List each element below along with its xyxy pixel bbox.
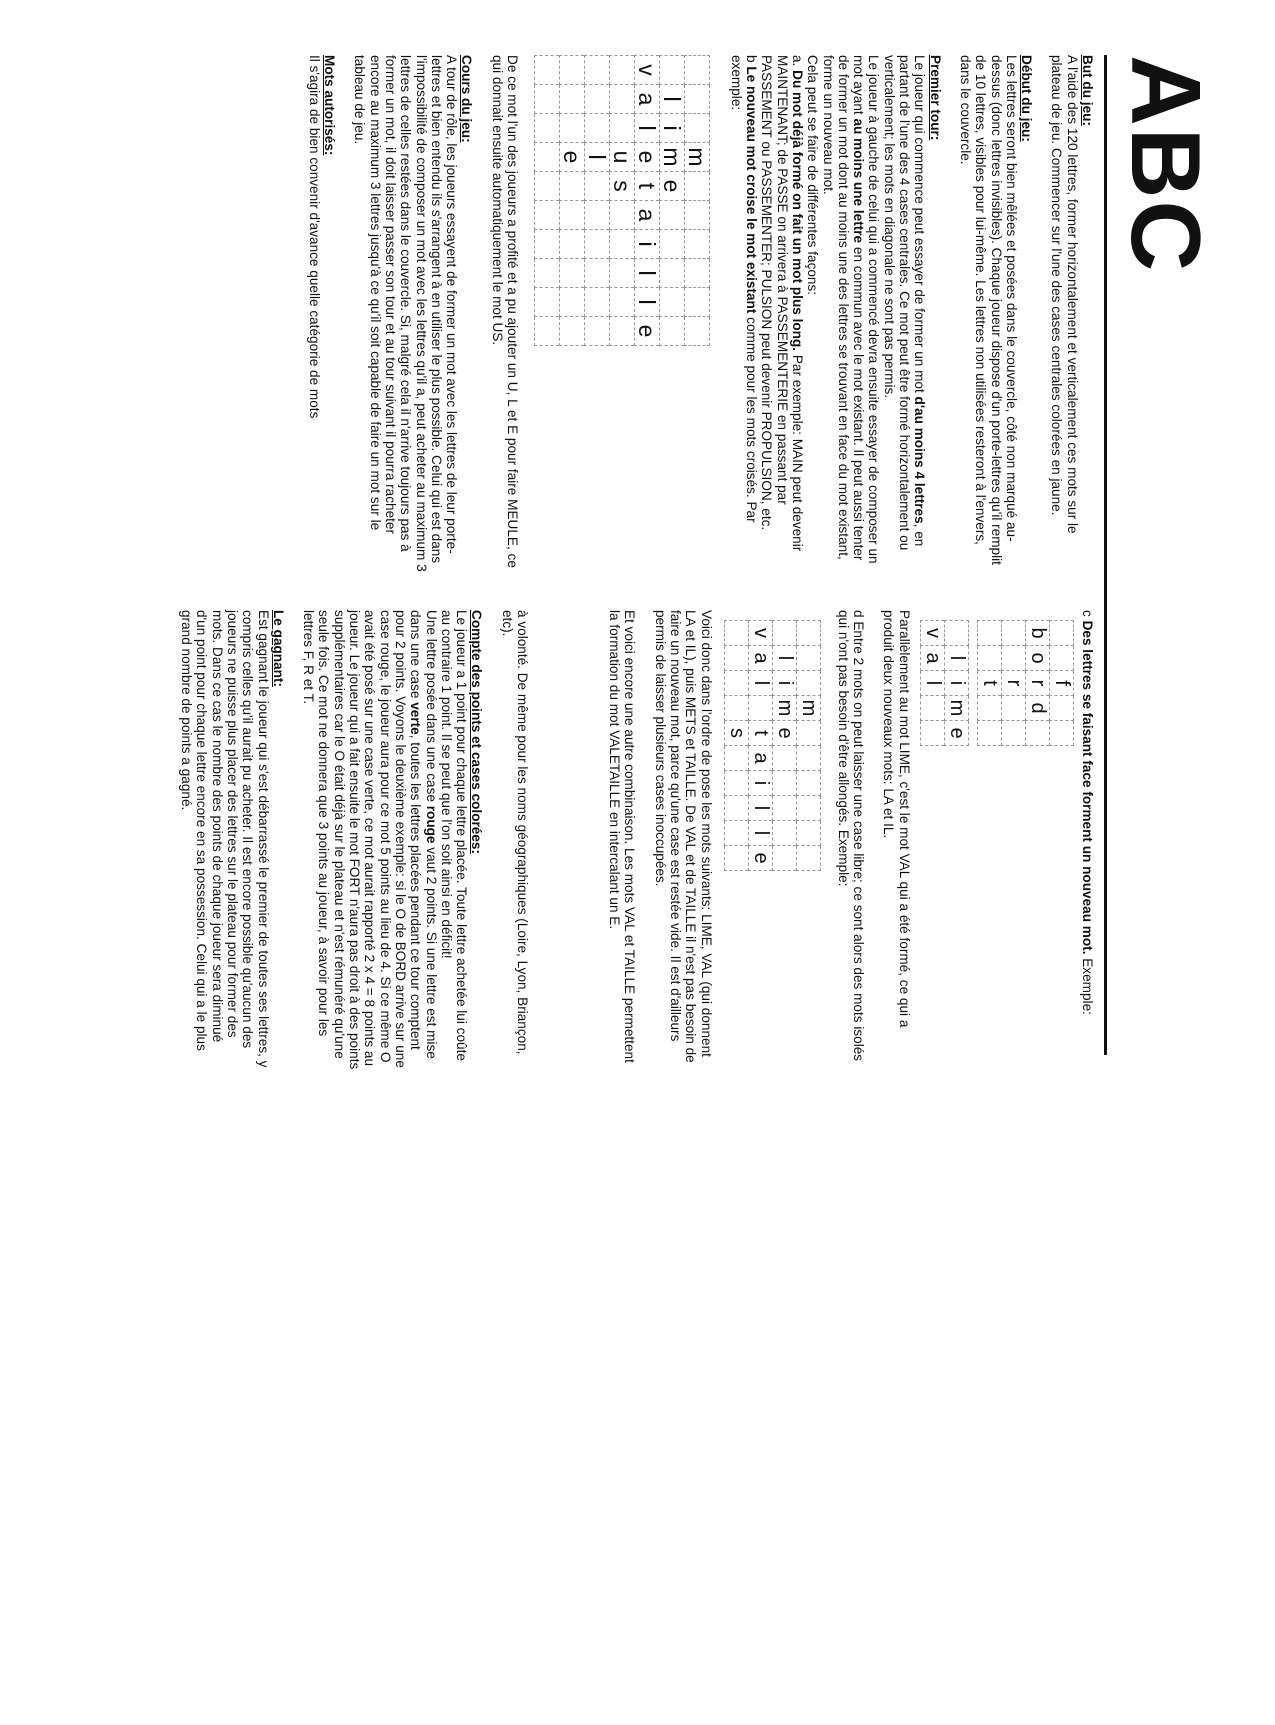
val-text: Parallèlement au mot LIME, c'est le mot VAL qui a été formé, ce qui a produit deux nouveaux mots: LA et IL. <box>881 610 912 1028</box>
grid-cell <box>585 56 610 85</box>
premier-section <box>728 55 942 575</box>
grid-cell <box>685 172 710 201</box>
grid-cell: v <box>635 56 660 85</box>
grid-cell <box>772 621 796 646</box>
column-3 <box>592 610 1095 1070</box>
grid-cell <box>977 621 1001 646</box>
grid-row <box>610 56 635 346</box>
grid-cell: l <box>748 796 772 821</box>
grid-row <box>1049 621 1073 746</box>
grid-cell <box>560 317 585 346</box>
grid-cell <box>796 821 820 846</box>
grid-cell <box>1049 696 1073 721</box>
grid-cell: t <box>748 721 772 746</box>
grid-cell: l <box>748 671 772 696</box>
grid-cell <box>685 317 710 346</box>
grid-cell <box>920 696 944 721</box>
grid-row <box>748 621 772 871</box>
grid-cell <box>724 621 748 646</box>
grid-row <box>585 56 610 346</box>
example-grid-lime-val <box>920 620 969 746</box>
debut-text: Les lettres seront bien mêlées et posées dans le couvercle, côté non marqué au-dessus (donc lettres invisibles). Chaque joueur dispose d'un porte-lettres qu'il remplit de 10 lettres, visibles pour lui-même. Les lettres non utilisées resteront à l'envers, dans le couvercle. <box>957 55 1019 565</box>
grid-cell <box>535 201 560 230</box>
grid-cell: e <box>560 143 585 172</box>
grid-cell <box>660 230 685 259</box>
grid-cell: a <box>635 85 660 114</box>
grid-cell <box>610 201 635 230</box>
grid-cell <box>724 821 748 846</box>
mots-text: Il s'agira de bien convenir d'avance quelle catégorie de mots <box>306 55 322 419</box>
grid-row <box>1025 621 1049 746</box>
grid-cell: s <box>610 172 635 201</box>
grid-cell: s <box>724 721 748 746</box>
grid-cell <box>660 201 685 230</box>
grid-cell <box>535 56 560 85</box>
grid-cell <box>585 114 610 143</box>
grid-cell <box>610 85 635 114</box>
grid-cell <box>977 696 1001 721</box>
premier-text-bold: d'au moins 4 lettres <box>912 396 928 524</box>
grid-cell: b <box>1025 621 1049 646</box>
grid-cell <box>1025 721 1049 746</box>
grid-cell <box>660 259 685 288</box>
grid-cell <box>977 721 1001 746</box>
grid-cell <box>535 172 560 201</box>
grid-cell <box>585 230 610 259</box>
column-2 <box>291 55 710 575</box>
grid-cell <box>560 230 585 259</box>
grid-cell <box>535 114 560 143</box>
grid-cell <box>660 317 685 346</box>
cours-section <box>352 55 474 575</box>
grid-cell <box>560 85 585 114</box>
c-label: c <box>1080 610 1095 617</box>
cours-heading: Cours du jeu: <box>459 55 475 143</box>
grid-cell <box>610 317 635 346</box>
grid-cell <box>1001 721 1025 746</box>
grid-cell <box>560 56 585 85</box>
grid-cell: l <box>944 646 968 671</box>
grid-cell: l <box>635 259 660 288</box>
compte-text: Le joueur a 1 point pour chaque lettre placée. Toute lettre achetée lui coûte au contraire 1 point. Il se peut que l'on soit ainsi en déficit! <box>438 610 470 1061</box>
a-bold: Du mot déjà formé on fait un mot plus long. <box>789 70 805 352</box>
compte-section <box>301 610 485 1070</box>
example-grid-bord <box>977 620 1074 746</box>
grid-cell <box>660 288 685 317</box>
grid-cell: a <box>748 646 772 671</box>
but-text: A l'aide des 120 lettres, former horizontalement et verticalement ces mots sur le plateau de jeu. Commencer sur l'une des cases centrales colorées en jaune. <box>1049 55 1080 534</box>
grid-cell <box>796 771 820 796</box>
grid-row <box>944 621 968 746</box>
grid-cell <box>685 288 710 317</box>
rouge-text-3: , toutes les lettres placées pendant ce tour comptent pour 2 points. Voyons le deuxième exemple: si le O de BORD arrive sur une case rouge, le joueur aura pour ce mot 5 points au lieu de 4. Si ce même O avait été posé sur une case verte, ce mot aurait rapporté 2 x 4 = 8 points au joueur. Le joueur qui a fait ensuite le mot FORT n'aura pas droit à des points supplémentaires car le O était déjà sur le plateau et n'est rémunéré qu'une seule fois. Ce mot ne donnera que 3 points au joueur, à savoir pour les lettres F, R et T. <box>301 610 424 1070</box>
mots-section <box>306 55 337 575</box>
grid-cell <box>585 201 610 230</box>
grid-cell: u <box>610 143 635 172</box>
c-text: Exemple: <box>1080 954 1095 1015</box>
grid-cell <box>585 317 610 346</box>
grid-cell <box>796 746 820 771</box>
grid-cell <box>796 721 820 746</box>
grid-cell: m <box>772 696 796 721</box>
grid-cell: l <box>748 821 772 846</box>
grid-row <box>796 621 820 871</box>
grid-cell <box>560 259 585 288</box>
grid-cell <box>944 621 968 646</box>
b-bold: Le nouveau mot croise le mot existant <box>744 66 760 314</box>
grid-cell <box>585 288 610 317</box>
grid-row <box>560 56 585 346</box>
grid-cell: i <box>748 771 772 796</box>
grid-cell: d <box>1025 696 1049 721</box>
facons-text: Cela peut se faire de différentes façons: <box>805 55 821 296</box>
grid-row <box>920 621 944 746</box>
voici-text: Voici donc dans l'ordre de pose les mots suivants: LIME, VAL (qui donnent LA et IL), puis METS et TAILLE. De VAL et de TAILLE il n'est pas besoin de faire un nouveau mot, parce qu'une case est restée vide. Il est d'ailleurs permis de laisser plusieurs cases inoccupées. <box>652 610 714 1063</box>
grid-cell <box>660 56 685 85</box>
but-heading: But du jeu: <box>1080 55 1095 126</box>
d-label: d <box>851 610 867 618</box>
grid-cell: e <box>772 721 796 746</box>
gauche-text-bold: au moins une lettre <box>851 118 867 244</box>
rouge-text: Une lettre posée dans une case <box>423 610 439 806</box>
grid-cell <box>610 114 635 143</box>
grid-cell <box>560 288 585 317</box>
grid-cell <box>535 259 560 288</box>
grid-row <box>724 621 748 871</box>
title-rule <box>1104 55 1107 1055</box>
cours-text: A tour de rôle, les joueurs essayent de former un mot avec les lettres de leur porte-lettres et bien entendu ils s'arrangent à en utiliser le plus possible. Celui qui est dans l'impossibilité de composer un mot avec les lettres qu'il a, peut acheter au maximum 3 lettres de celles restées dans le couvercle. Si, malgré cela il n'arrive toujours pas à former un mot, il doit laisser passer son tour et au tour suivant il pourra racheter encore au maximum 3 lettres jusqu'à ce qu'il soit capable de faire un mot sur le tableau de jeu. <box>352 55 460 572</box>
grid-cell: m <box>685 143 710 172</box>
grid-cell: a <box>748 746 772 771</box>
grid-row <box>535 56 560 346</box>
debut-heading: Début du jeu: <box>1019 55 1035 142</box>
grid-cell <box>610 230 635 259</box>
grid-cell <box>535 143 560 172</box>
b-label: b <box>744 55 760 63</box>
grid-cell <box>560 172 585 201</box>
grid-cell: v <box>748 621 772 646</box>
grid-cell: l <box>635 114 660 143</box>
grid-cell <box>1049 646 1073 671</box>
grid-cell <box>772 821 796 846</box>
grid-cell <box>1001 696 1025 721</box>
grid-cell <box>585 85 610 114</box>
premier-text-end: , en partant de l'une des 4 cases centrales. Ce mot peut être formé horizontalement ou verticalement; les mots en diagonale ne sont pas permis. <box>881 55 928 551</box>
grid-cell <box>796 646 820 671</box>
grid-cell <box>1049 621 1073 646</box>
c-bold: Des lettres se faisant face forment un nouveau mot. <box>1080 620 1095 955</box>
grid-cell <box>535 230 560 259</box>
grid-cell: e <box>748 846 772 871</box>
grid-cell: m <box>660 143 685 172</box>
grid-cell <box>772 796 796 821</box>
grid-cell <box>724 771 748 796</box>
rouge-bold: rouge <box>423 805 439 844</box>
grid-cell <box>560 114 585 143</box>
grid-cell <box>772 746 796 771</box>
meule-text: De ce mot l'un des joueurs a profité et a pu ajouter un U, L et E pour faire MEULE, ce qui donnait ensuite automatiquement le mot US. <box>489 55 520 568</box>
example-grid-isoles <box>724 620 821 871</box>
page-title: ABC <box>1111 55 1221 274</box>
grid-cell <box>772 771 796 796</box>
grid-cell: e <box>660 172 685 201</box>
b-text: comme pour les mots croisés. Par exemple: <box>728 55 760 523</box>
rouge-text-2: vaut 2 points. Si une lettre est mise dans une case <box>408 610 439 1059</box>
grid-cell <box>724 746 748 771</box>
grid-cell: i <box>772 671 796 696</box>
combi-text: Et voici encore une autre combinaison. Les mots VAL et TAILLE permettent la formation du mot VALETAILLE en intercalant un E. <box>607 610 638 1063</box>
grid-cell <box>977 646 1001 671</box>
grid-row <box>977 621 1001 746</box>
mots-heading: Mots autorisés: <box>322 55 338 156</box>
verte-bold: verte <box>408 702 424 735</box>
grid-cell: i <box>635 230 660 259</box>
grid-cell <box>585 172 610 201</box>
debut-section <box>958 55 1034 575</box>
grid-cell <box>772 846 796 871</box>
grid-cell: l <box>585 143 610 172</box>
grid-cell: i <box>660 114 685 143</box>
premier-heading: Premier tour: <box>927 55 943 141</box>
c-section <box>1080 610 1095 1070</box>
grid-cell: i <box>944 671 968 696</box>
grid-cell <box>685 85 710 114</box>
grid-cell <box>1049 721 1073 746</box>
grid-cell: e <box>944 721 968 746</box>
grid-row <box>772 621 796 871</box>
grid-cell: l <box>772 646 796 671</box>
grid-cell: l <box>920 671 944 696</box>
grid-row <box>635 56 660 346</box>
grid-row <box>660 56 685 346</box>
grid-cell: f <box>1049 671 1073 696</box>
grid-cell: e <box>635 143 660 172</box>
grid-cell: m <box>944 696 968 721</box>
grid-cell <box>610 288 635 317</box>
grid-cell: m <box>796 696 820 721</box>
grid-cell: a <box>635 201 660 230</box>
grid-cell <box>560 201 585 230</box>
grid-cell <box>610 56 635 85</box>
geo-text: à volonté. De même pour les noms géographiques (Loire, Lyon, Briançon, etc). <box>499 610 530 1055</box>
grid-cell <box>796 846 820 871</box>
grid-cell <box>685 230 710 259</box>
grid-cell <box>796 671 820 696</box>
grid-row <box>685 56 710 346</box>
gagnant-text: Est gagnant le joueur qui s'est débarrassé le premier de toutes ses lettres, y compris celles qu'il aurait pu acheter. Il est encore possible qu'aucun des joueurs ne puisse plus placer des lettres sur le plateau pour former des mots. Dans ce cas le nombre des points de chaque joueur sera diminué d'un point pour chaque lettre encore en sa possession. Celui qui a le plus grand nombre de points a gagné. <box>179 610 271 1068</box>
grid-cell <box>724 846 748 871</box>
grid-cell <box>685 201 710 230</box>
gauche-text: Le joueur à gauche de celui qui a commencé devra ensuite essayer de composer un mot ayant <box>851 55 882 564</box>
grid-cell <box>1001 621 1025 646</box>
grid-cell: l <box>660 85 685 114</box>
but-section <box>1049 55 1095 575</box>
grid-cell <box>1001 646 1025 671</box>
grid-cell: r <box>1025 671 1049 696</box>
example-grid-valetaille <box>534 55 710 346</box>
grid-cell <box>610 259 635 288</box>
grid-cell <box>748 696 772 721</box>
grid-cell: e <box>635 317 660 346</box>
grid-cell <box>685 114 710 143</box>
grid-cell: v <box>920 621 944 646</box>
grid-cell <box>724 671 748 696</box>
grid-cell <box>724 696 748 721</box>
d-text: Entre 2 mots on peut laisser une case libre; ce sont alors des mots isolés qui n'ont pas besoin d'être allongés. Exemple: <box>835 610 867 1062</box>
grid-cell <box>724 796 748 821</box>
grid-cell <box>535 85 560 114</box>
grid-cell: a <box>920 646 944 671</box>
grid-cell: r <box>1001 671 1025 696</box>
gagnant-section <box>179 610 286 1070</box>
grid-cell: t <box>635 172 660 201</box>
column-1 <box>713 55 1095 575</box>
grid-cell <box>796 796 820 821</box>
d-section <box>836 610 867 1070</box>
grid-cell: t <box>977 671 1001 696</box>
grid-cell <box>535 317 560 346</box>
a-label: a. <box>789 55 805 67</box>
grid-cell <box>724 646 748 671</box>
compte-heading: Compte des points et cases colorées: <box>469 610 485 855</box>
gauche-text-end: en commun avec le mot existant. Il peut aussi tenter de former un mot dont au moins une des lettres se trouvant en face du mot existant, forme un nouveau mot. <box>820 55 867 561</box>
column-4 <box>164 610 530 1070</box>
grid-cell <box>796 621 820 646</box>
grid-cell: o <box>1025 646 1049 671</box>
grid-cell: l <box>635 288 660 317</box>
grid-cell <box>585 259 610 288</box>
grid-row <box>1001 621 1025 746</box>
grid-cell <box>685 56 710 85</box>
grid-cell <box>685 259 710 288</box>
gagnant-heading: Le gagnant: <box>270 610 286 688</box>
grid-cell <box>535 288 560 317</box>
a-text: Par exemple: MAIN peut devenir MAINTENANT; de PASSE on arrivera à PASSEMENTERIE en passant par PASSEMENT ou PASSEMENTER; PULSION peut devenir PROPULSION, etc. <box>759 55 805 552</box>
premier-text: Le joueur qui commence peut essayer de former un mot <box>912 55 928 397</box>
grid-cell <box>920 721 944 746</box>
